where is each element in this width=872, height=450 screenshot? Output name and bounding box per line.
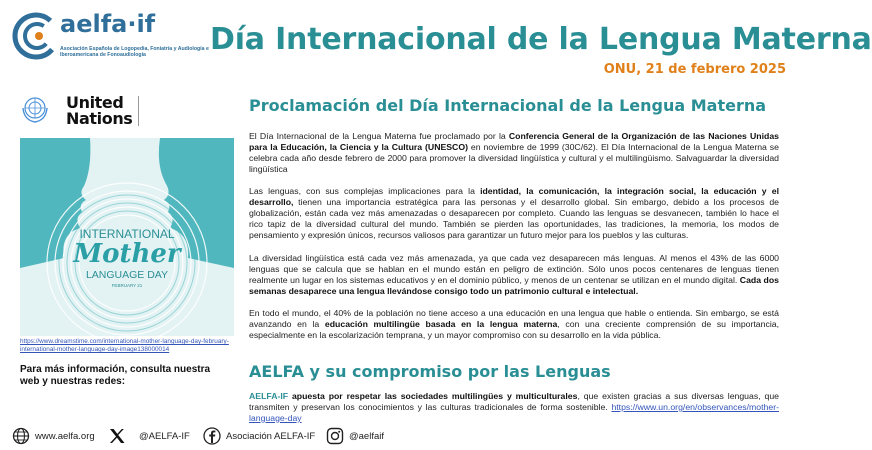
instagram-icon [326,427,344,445]
paragraph-aelfa [249,391,779,424]
image-credit-link[interactable]: https://www.dreamstime.com/international-mother-language-day-february-international-mother-language-day-image138000014 [20,338,229,353]
p2-text-a: Las lenguas, con sus complejas implicaciones para la [249,186,481,196]
paragraph-4 [249,308,779,341]
section-title-proclamation: Proclamación del Día Internacional de la Lengua Materna [249,96,767,115]
more-info-text: Para más información, consulta nuestra web y nuestras redes: [20,364,211,387]
aelfa-text: , que existen gracias a sus diversas lenguas, que transmiten y preservan los conocimientos y las culturas tradicionales de forma sostenible. [249,391,779,412]
paragraph-2 [249,186,779,241]
facebook-icon [203,427,221,445]
brand-wordmark: aelfa·if [60,10,156,38]
poster-line-4: FEBRUARY 21 [111,283,143,288]
x-logo-icon [108,427,126,445]
footer-facebook[interactable] [203,426,315,446]
poster-line-3: LANGUAGE DAY [85,269,169,281]
section-title-commitment: AELFA y su compromiso por las Lenguas [249,362,611,381]
p2-text-c: tienen una importancia estratégica para las personas y el desarrollo global. Sin embargo, debido a los procesos de globalización, están cada vez más amenazadas o desaparecen por completo. Cuando las lenguas se desvanecen, también lo hace el rico tapiz de la diversidad cultural del mundo. También se pierden las oportunidades, las tradiciones, la memoria, los modos de pensamiento y expresión únicos, recursos valiosos para garantizar un futuro mejor para los pueblos y las culturas. [249,196,779,240]
un-wordmark [66,95,132,127]
mother-language-day-poster [20,138,234,336]
aelfa-bold: apuesta por respetar las sociedades multilingües y multiculturales [288,391,578,401]
p2-bold: identidad, la comunicación, la integración social, la educación y el desarrollo, [249,186,779,207]
p4-text-a: En todo el mundo, el 40% de la población no tiene acceso a una educación en una lengua que hable o entienda. Sin embargo, se está avanzando en la [249,308,779,329]
footer-x[interactable] [108,426,190,446]
p4-bold: educación multilingüe basada en la lengua materna [324,318,558,329]
p1-text-c: en noviembre de 1999 (30C/62). El Día Internacional de la Lengua Materna se celebra cada año desde febrero de 2000 para promover la diversidad lingüística y cultural y el multilingüismo. Salvaguardar la diversidad lingüística [249,141,779,174]
paragraph-3 [249,253,779,297]
un-observance-link[interactable]: https://www.un.org/en/observances/mother-language-day [249,401,779,423]
brand-subtitle: Asociación Española de Logopedia, Foniatría y Audiología e Iberoamericana de Fonoaudiología [60,46,209,59]
poster-line-1: INTERNATIONAL [79,227,175,241]
paragraph-1 [249,131,779,175]
footer-x-label: @AELFA-IF [139,430,190,442]
footer-facebook-label: Asociación AELFA-IF [226,430,316,442]
footer-web-label: www.aelfa.org [35,430,95,442]
aelfa-lead: AELFA-IF [249,391,289,401]
un-emblem-icon [20,94,50,124]
footer-instagram[interactable] [326,426,384,446]
p4-text-c: , con una creciente comprensión de su importancia, especialmente en la escolarización temprana, y un mayor compromiso con su desarrollo en la vida pública. [249,318,779,340]
p3-text-a: La diversidad lingüística está cada vez más amenazada, ya que cada vez desaparecen más lenguas. Al menos el 43% de las 6000 lenguas que se calcula que se hablan en el mundo están en peligro de extinción. Sólo unos pocos centenares de lenguas tienen realmente un lugar en los sistemas educativos y en el dominio público, y menos de un centenar se utilizan en el mundo digital. [249,253,779,285]
poster-illustration [20,138,234,336]
un-line-1: United [66,93,124,112]
globe-icon [12,427,30,445]
p1-text-a: El Día Internacional de la Lengua Materna fue proclamado por la [249,131,509,141]
p1-bold: Conferencia General de la Organización de las Naciones Unidas para la Educación, la Ciencia y la Cultura (UNESCO) [249,131,779,152]
aelfa-logo-icon [12,12,60,60]
poster-line-2: Mother [73,239,181,269]
footer-web[interactable] [12,426,95,446]
p3-bold: Cada dos semanas desaparece una lengua llevándose consigo todo un patrimonio cultural e intelectual. [249,274,779,296]
logo-divider [138,96,139,126]
footer-instagram-label: @aelfaif [349,430,384,442]
un-line-2: Nations [66,109,133,128]
page-title: Día Internacional de la Lengua Materna [210,22,872,57]
event-date: ONU, 21 de febrero 2025 [603,62,786,77]
